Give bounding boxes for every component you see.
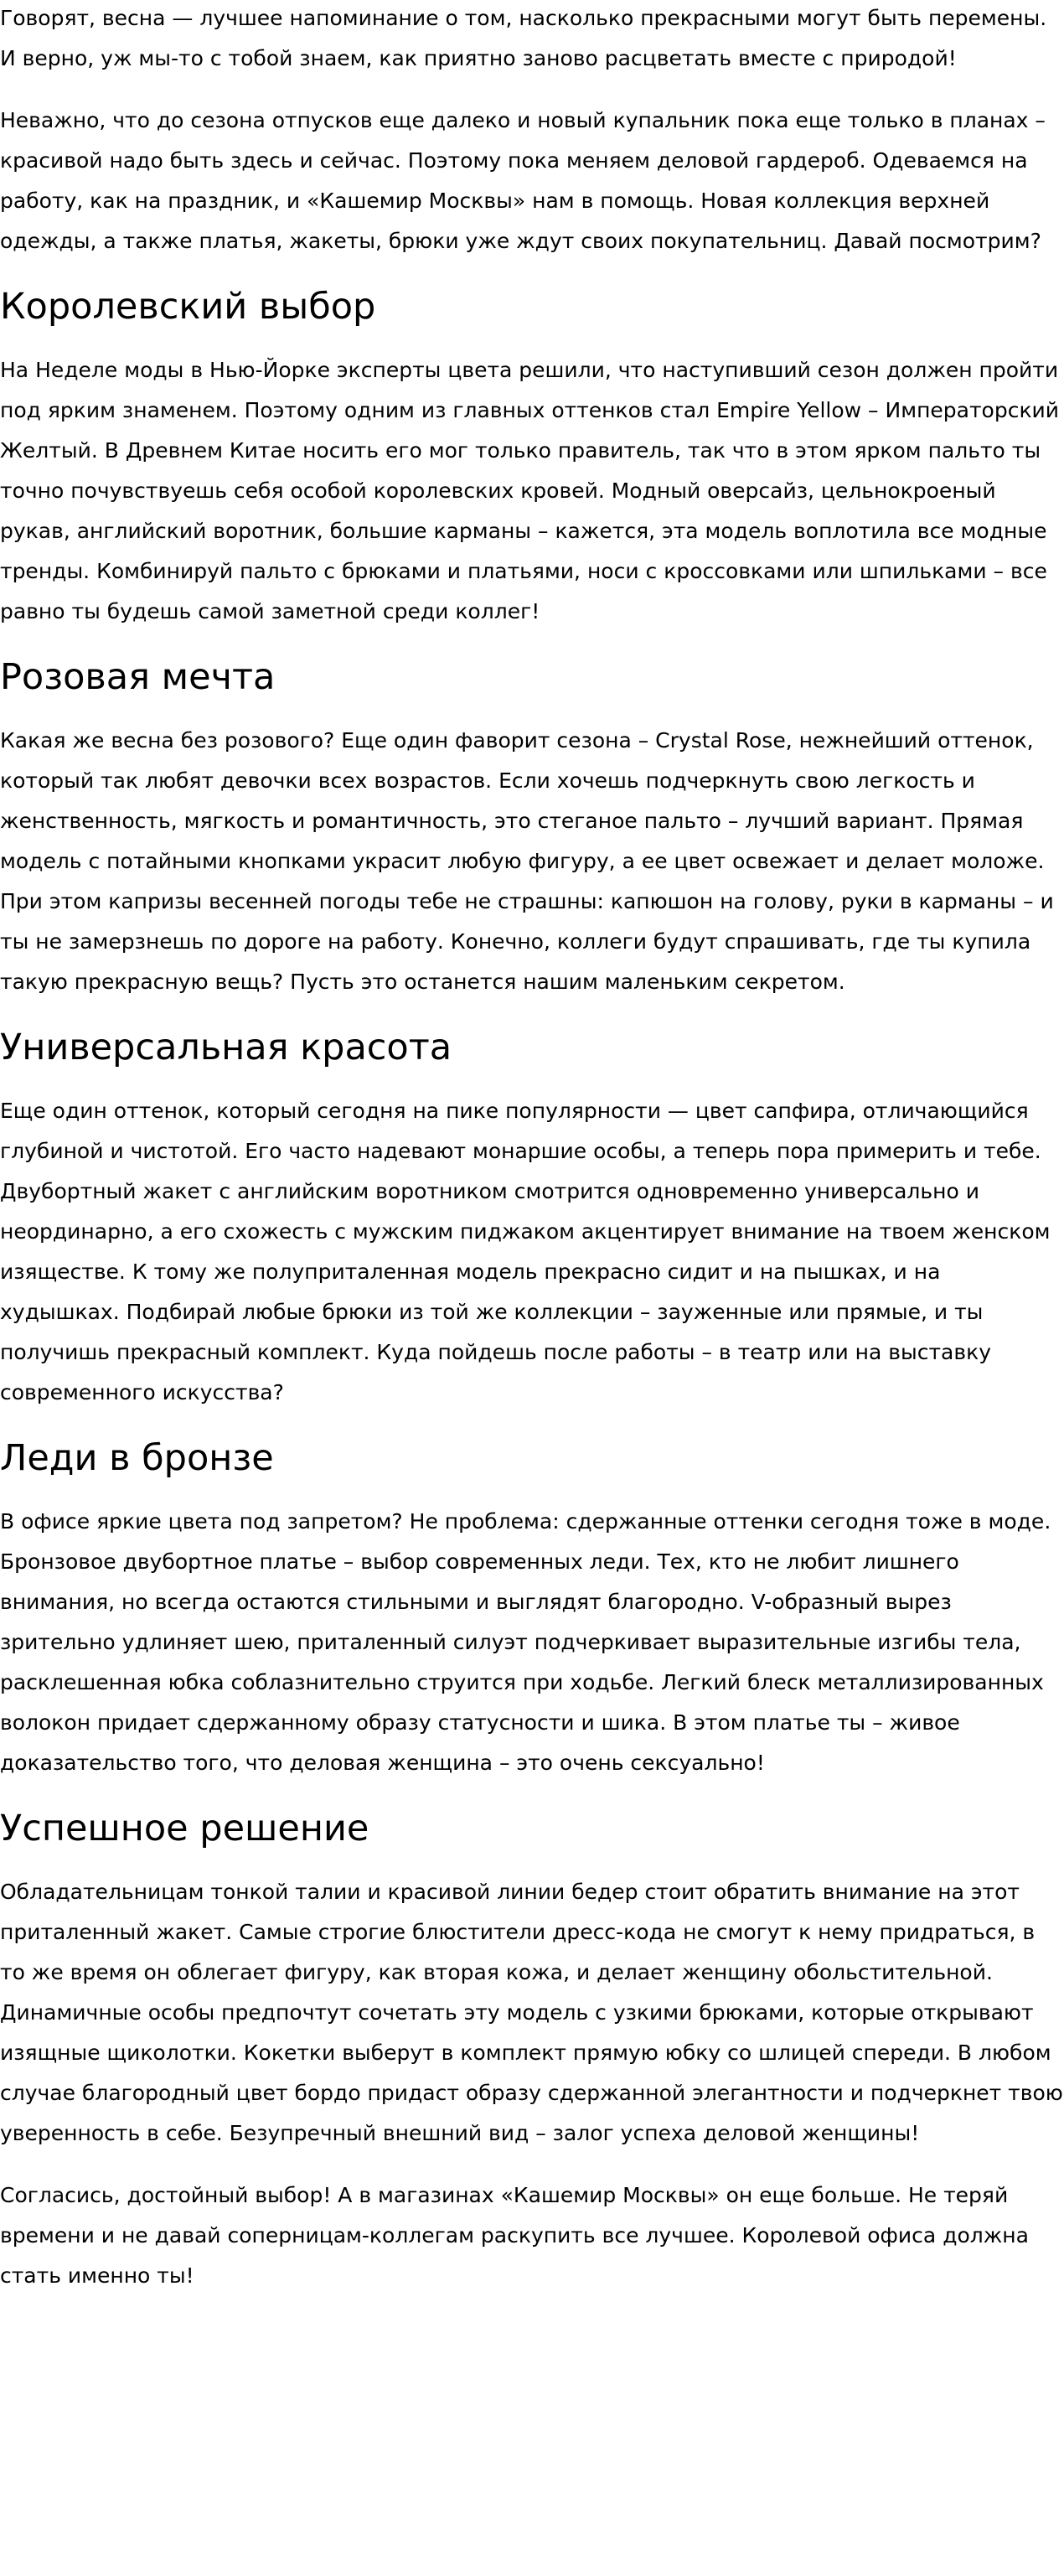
intro-paragraph-1: Говорят, весна — лучшее напоминание о том, насколько прекрасными могут быть перемены. И верно, уж мы-то с тобой знаем, как приятно заново расцветать вместе с природой!: [0, 6, 1047, 70]
closing-paragraph: Согласись, достойный выбор! А в магазинах «Кашемир Москвы» он еще больше. Не теряй времени и не давай соперницам-коллегам раскупить все лучшее. Королевой офиса должна стать именно ты!: [0, 2183, 1029, 2288]
section-heading-royal-choice: Королевский выбор: [0, 286, 376, 328]
intro-paragraph-2: Неважно, что до сезона отпусков еще далеко и новый купальник пока еще только в планах – красивой надо быть здесь и сейчас. Поэтому пока меняем деловой гардероб. Одеваемся на работу, как на праздник, и «Кашемир Москвы» нам в помощь. Новая коллекция верхней одежды, а также платья, жакеты, брюки уже ждут своих покупательниц. Давай посмотрим?: [0, 108, 1046, 253]
section-paragraph-universal-beauty: Еще один оттенок, который сегодня на пике популярности — цвет сапфира, отличающийся глубиной и чистотой. Его часто надевают монаршие особы, а теперь пора примерить и тебе. Двубортный жакет с английским воротником смотрится одновременно универсально и неординарно, а его схожесть с мужским пиджаком акцентирует внимание на твоем женском изяществе. К тому же полуприталенная модель прекрасно сидит и на пышках, и на худышках. Подбирай любые брюки из той же коллекции – зауженные или прямые, и ты получишь прекрасный комплект. Куда пойдешь после работы – в театр или на выставку современного искусства?: [0, 1099, 1051, 1404]
section-heading-lady-in-bronze: Леди в бронзе: [0, 1437, 274, 1479]
section-paragraph-successful-solution: Обладательницам тонкой талии и красивой линии бедер стоит обратить внимание на этот приталенный жакет. Самые строгие блюстители дресс-кода не смогут к нему придраться, в то же время он облегает фигуру, как вторая кожа, и делает женщину обольстительной. Динамичные особы предпочтут сочетать эту модель с узкими брюками, которые открывают изящные щиколотки. Кокетки выберут в комплект прямую юбку со шлицей спереди. В любом случае благородный цвет бордо придаст образу сдержанной элегантности и подчеркнет твою уверенность в себе. Безупречный внешний вид – залог успеха деловой женщины!: [0, 1880, 1063, 2145]
section-heading-pink-dream: Розовая мечта: [0, 656, 276, 698]
section-paragraph-lady-in-bronze: В офисе яркие цвета под запретом? Не проблема: сдержанные оттенки сегодня тоже в моде. Бронзовое двубортное платье – выбор современных леди. Тех, кто не любит лишнего внимания, но всегда остаются стильными и выглядят благородно. V-образный вырез зрительно удлиняет шею, приталенный силуэт подчеркивает выразительные изгибы тела, расклешенная юбка соблазнительно струится при ходьбе. Легкий блеск металлизированных волокон придает сдержанному образу статусности и шика. В этом платье ты – живое доказательство того, что деловая женщина – это очень сексуально!: [0, 1509, 1051, 1775]
section-heading-successful-solution: Успешное решение: [0, 1808, 369, 1849]
section-heading-universal-beauty: Универсальная красота: [0, 1027, 452, 1068]
section-paragraph-pink-dream: Какая же весна без розового? Еще один фаворит сезона – Crystal Rose, нежнейший оттенок, который так любят девочки всех возрастов. Если хочешь подчеркнуть свою легкость и женственность, мягкость и романтичность, это стеганое пальто – лучший вариант. Прямая модель с потайными кнопками украсит любую фигуру, а ее цвет освежает и делает моложе. При этом капризы весенней погоды тебе не страшны: капюшон на голову, руки в карманы – и ты не замерзнешь по дороге на работу. Конечно, коллеги будут спрашивать, где ты купила такую прекрасную вещь? Пусть это останется нашим маленьким секретом.: [0, 728, 1054, 994]
section-paragraph-royal-choice: На Неделе моды в Нью-Йорке эксперты цвета решили, что наступивший сезон должен пройти под ярким знаменем. Поэтому одним из главных оттенков стал Empire Yellow – Императорский Желтый. В Древнем Китае носить его мог только правитель, так что в этом ярком пальто ты точно почувствуешь себя особой королевских кровей. Модный оверсайз, цельнокроеный рукав, английский воротник, большие карманы – кажется, эта модель воплотила все модные тренды. Комбинируй пальто с брюками и платьями, носи с кроссовками или шпильками – все равно ты будешь самой заметной среди коллег!: [0, 358, 1060, 623]
